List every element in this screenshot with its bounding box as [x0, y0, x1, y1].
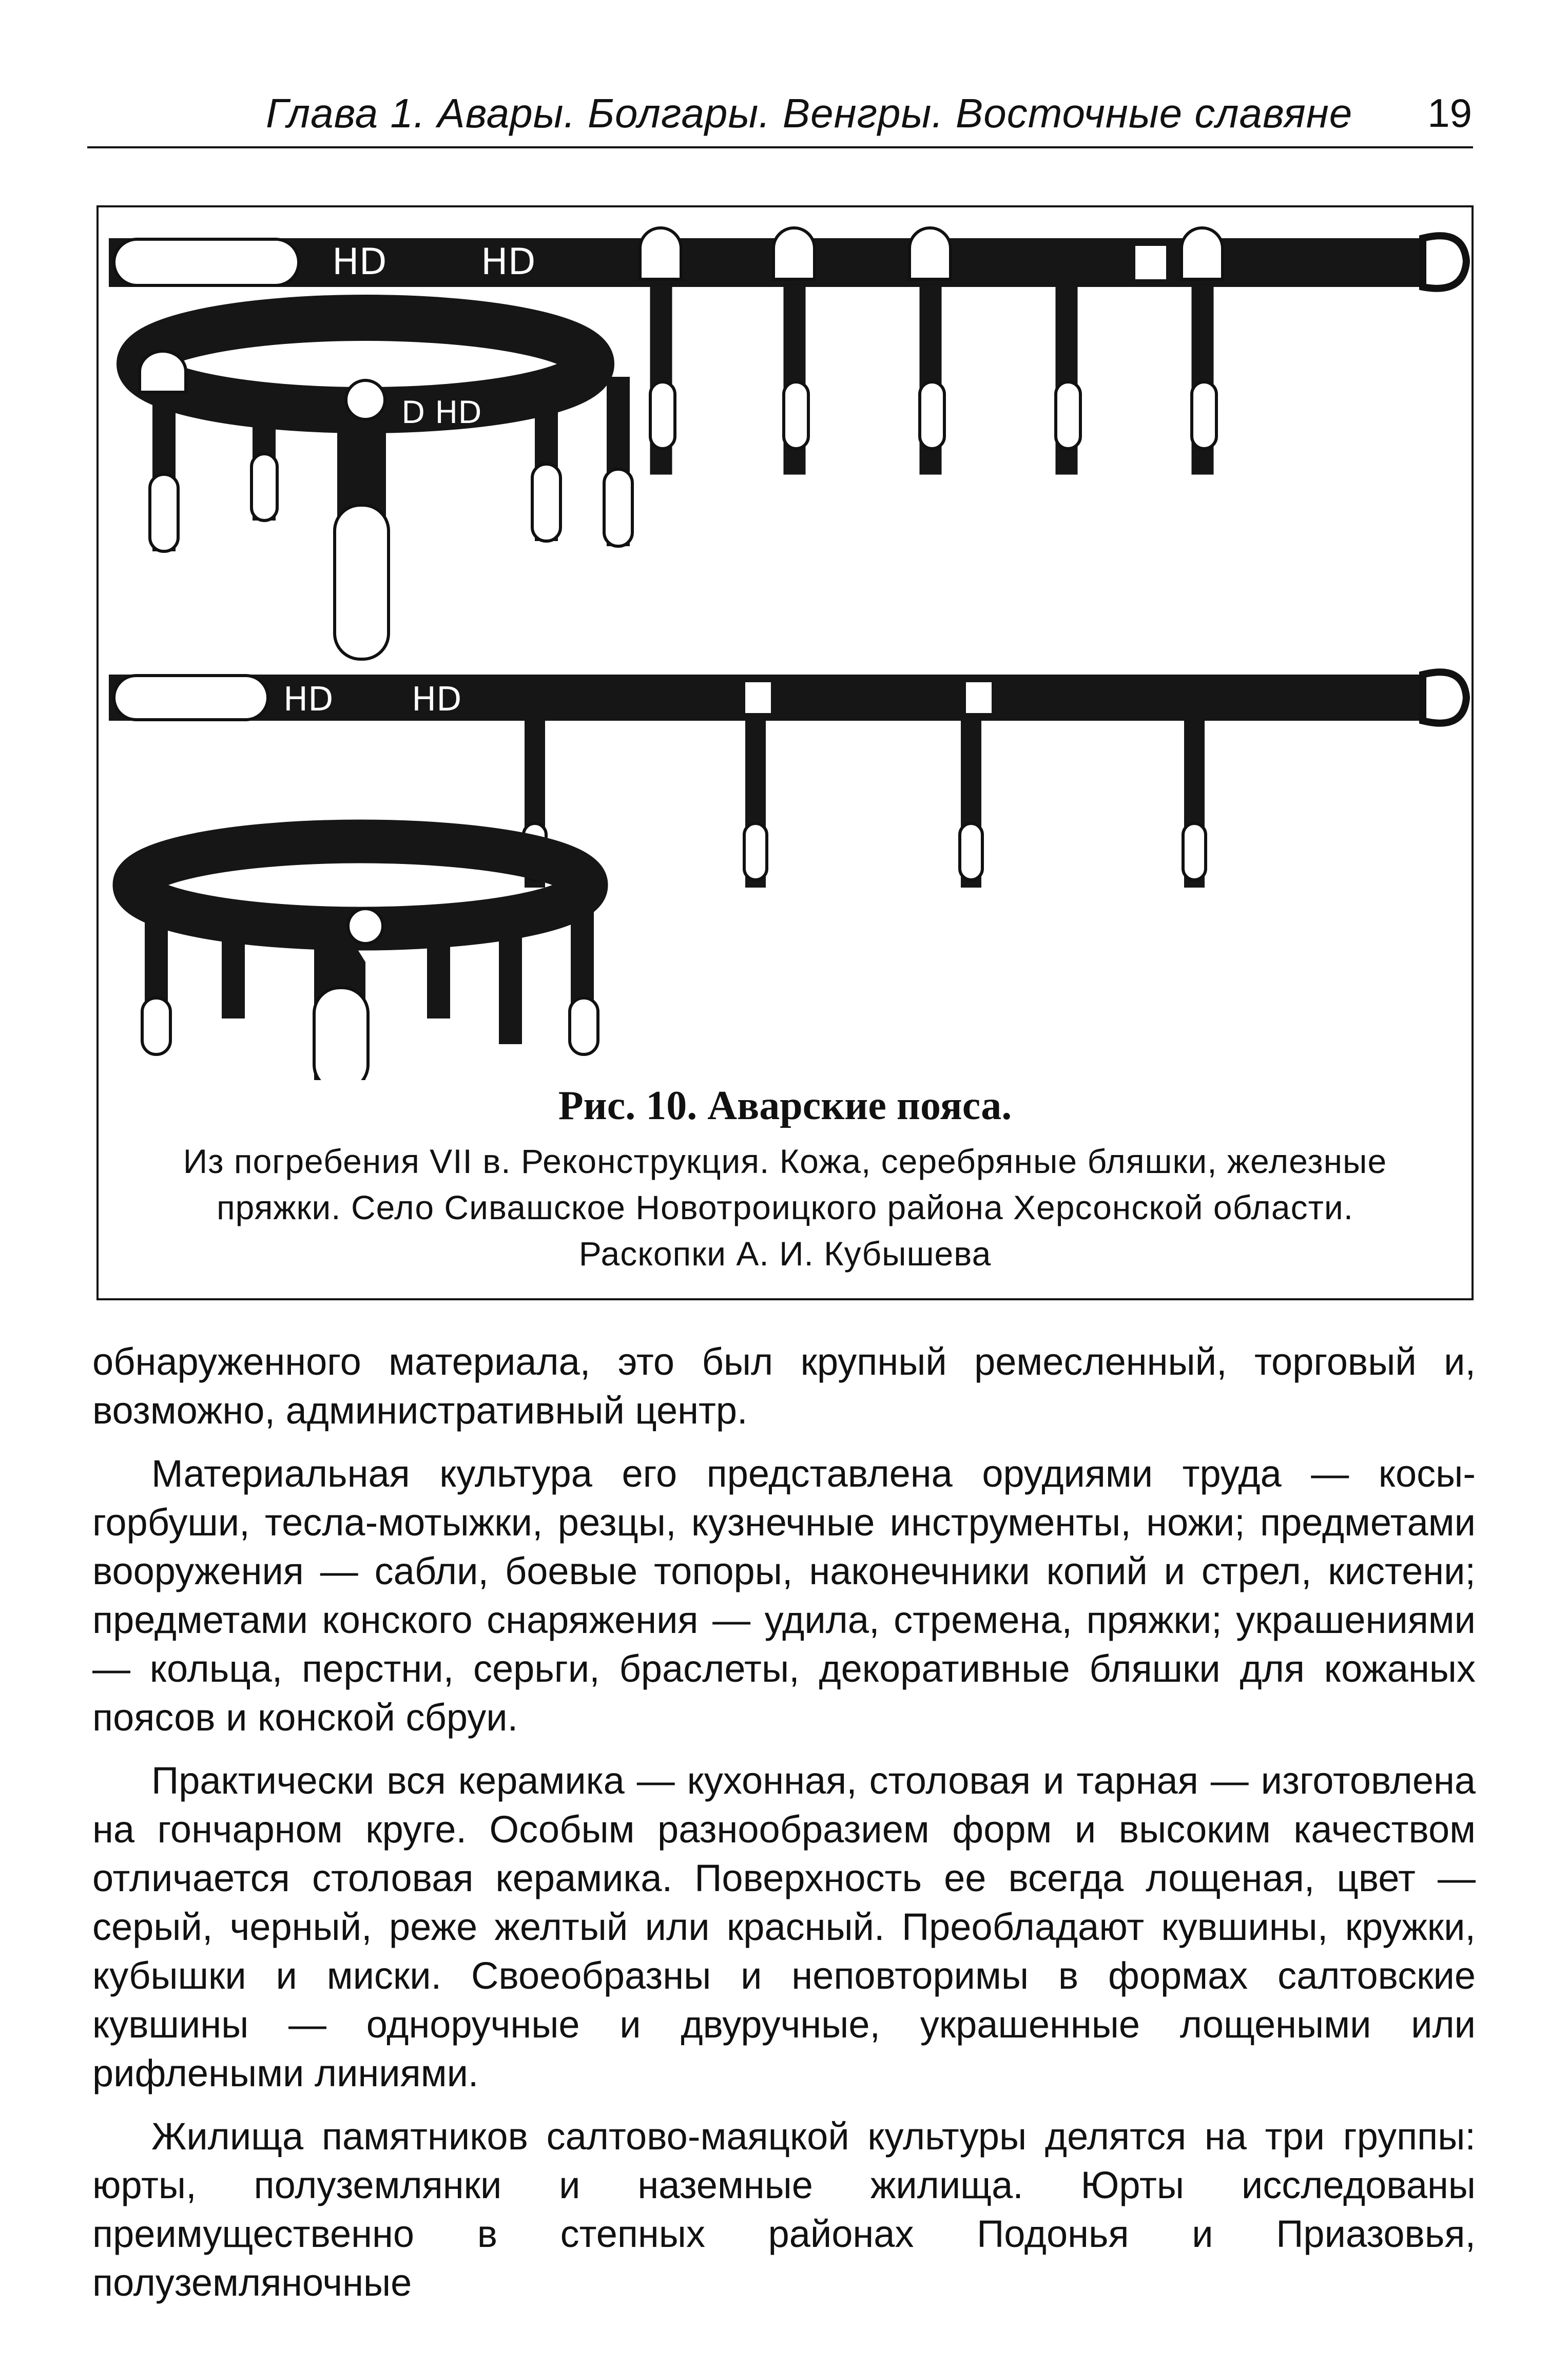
- figure-caption-line-2: пряжки. Село Сивашское Новотроицкого района Херсонской области.: [216, 1188, 1354, 1226]
- figure-caption-title: Рис. 10. Аварские пояса.: [558, 1083, 1012, 1128]
- running-header: [96, 90, 1472, 146]
- paragraph-2: Материальная культура его представлена орудиями труда — косы-горбуши, тесла-мотыжки, резцы, кузнечные инструменты, ножи; предметами вооружения — сабли, боевые топоры, наконечники копий и стрел, кистени; предметами конского снаряжения — удила, стремена, пряжки; украшениями — кольца, перстни, серьги, браслеты, декоративные бляшки для кожаных поясов и конской сбруи.: [92, 1452, 1476, 1739]
- page-number: 19: [1427, 90, 1472, 136]
- belt-4-curved: [134, 841, 598, 1080]
- figure-avar-belts: [96, 205, 1474, 1300]
- svg-text:HD: HD: [332, 241, 387, 283]
- figure-caption-line-1: Из погребения VII в. Реконструкция. Кожа, серебряные бляшки, железные: [183, 1142, 1387, 1180]
- paragraph-4: Жилища памятников салтово-маяцкой культуры делятся на три группы: юрты, полуземлянки и наземные жилища. Юрты исследованы преимущественно в степных районах Подонья и Приазовья, полуземляночные: [92, 2115, 1476, 2304]
- paragraph-1: обнаруженного материала, это был крупный ремесленный, торговый и, возможно, административный центр.: [92, 1340, 1476, 1432]
- svg-text:HD: HD: [481, 241, 536, 283]
- belts-illustration: [99, 207, 1472, 1080]
- svg-text:D HD: D HD: [401, 395, 482, 431]
- svg-text:HD: HD: [283, 681, 334, 719]
- belt-2-curved: [140, 318, 632, 659]
- body-text: [92, 1337, 1476, 2321]
- running-header-title: Глава 1. Авары. Болгары. Венгры. Восточные славяне: [266, 90, 1353, 136]
- paragraph-3: Практически вся керамика — кухонная, столовая и тарная — изготовлена на гончарном круге. Особым разнообразием форм и высоким качеством отличается столовая керамика. Поверхность ее всегда лощеная, цвет — серый, черный, реже желтый или красный. Преобладают кувшины, кружки, кубышки и миски. Своеобразны и неповторимы в формах салтовские кувшины — одноручные и двуручные, украшенные лощеными или рифлеными линиями.: [92, 1759, 1476, 2094]
- figure-caption-line-3: Раскопки А. И. Кубышева: [578, 1235, 992, 1273]
- svg-text:HD: HD: [412, 681, 462, 719]
- header-rule: [87, 146, 1473, 148]
- belt-1-straight: [109, 228, 1466, 474]
